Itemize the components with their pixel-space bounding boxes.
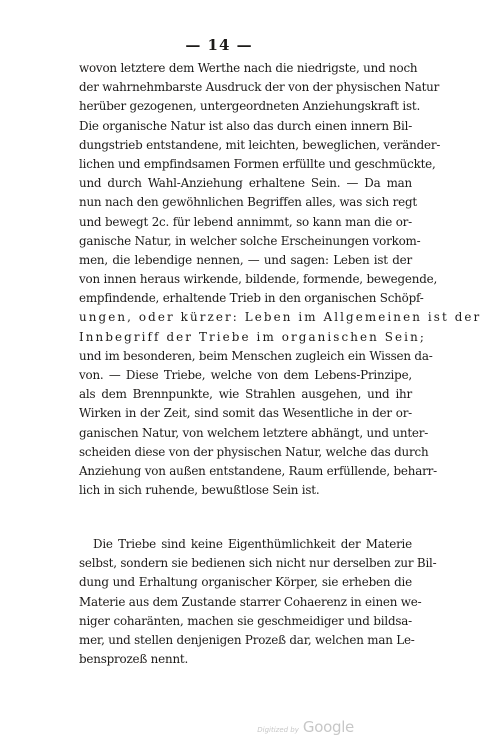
text-line: niger coharänten, machen sie geschmeidiger und bildsa- [79,613,412,628]
text-line: von innen heraus wirkende, bildende, formende, bewegende, [79,272,438,287]
text-line: lichen und empfindsamen Formen erfüllte und geschmückte, [79,156,436,171]
text-line: lich in sich ruhende, bewußtlose Sein ist. [79,483,320,498]
page-number-header: — 14 — [185,36,253,54]
text-line: bensprozeß nennt. [79,652,189,667]
text-line: men, die lebendige nennen, — und sagen: Leben ist der [79,252,412,267]
paragraph-1 [79,59,481,500]
text-line: Wirken in der Zeit, sind somit das Wesentliche in der or- [79,406,412,421]
text-line: herüber gezogenen, untergeordneten Anziehungskraft ist. [79,99,421,114]
text-line: und im besonderen, beim Menschen zugleich ein Wissen da- [79,348,433,363]
text-line: von. — Diese Triebe, welche von dem Lebens-Prinzipe, [79,368,412,382]
digitized-watermark [257,717,354,736]
text-line: als dem Brennpunkte, wie Strahlen ausgehen, und ihr [79,387,412,402]
google-logo: Google [302,718,354,736]
text-line: Innbegriff der Triebe im organischen Sein; [79,329,426,344]
text-line: Die organische Natur ist also das durch einen innern Bil- [79,118,413,133]
text-line: mer, und stellen denjenigen Prozeß dar, welchen man Le- [79,632,415,647]
text-line: ganische Natur, in welcher solche Erscheinungen vorkom- [79,233,421,248]
text-line: empfindende, erhaltende Trieb in den organischen Schöpf- [79,291,424,306]
text-line: Anziehung von außen entstandene, Raum erfüllende, beharr- [79,463,437,478]
text-line: dungstrieb entstandene, mit leichten, beweglichen, veränder- [79,137,441,152]
text-line: dung und Erhaltung organischer Körper, sie erheben die [79,575,412,590]
text-line: wovon letztere dem Werthe nach die niedrigste, und noch [79,61,418,75]
paragraph-2 [79,535,437,669]
text-line: Materie aus dem Zustande starrer Cohaerenz in einen we- [79,594,422,609]
text-line: ganischen Natur, von welchem letztere abhängt, und unter- [79,425,429,440]
text-line: und durch Wahl-Anziehung erhaltene Sein. — Da man [79,176,412,191]
watermark-prefix: Digitized by [257,726,299,734]
text-line: nun nach den gewöhnlichen Begriffen alles, was sich regt [79,195,417,210]
text-line: der wahrnehmbarste Ausdruck der von der physischen Natur [79,80,440,95]
text-line: scheiden diese von der physischen Natur, welche das durch [79,444,429,459]
text-line: selbst, sondern sie bedienen sich nicht nur derselben zur Bil- [79,556,437,571]
text-line: Die Triebe sind keine Eigenthümlichkeit der Materie [93,537,412,551]
text-line: ungen, oder kürzer: Leben im Allgemeinen ist der [79,310,481,325]
text-line: und bewegt 2c. für lebend annimmt, so kann man die or- [79,214,412,229]
